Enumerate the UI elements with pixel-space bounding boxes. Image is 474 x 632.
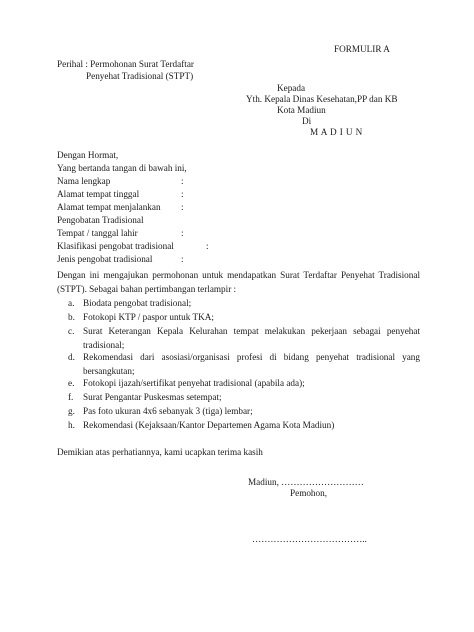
list-marker: b. [68, 312, 75, 322]
closing-line: Demikian atas perhatiannya, kami ucapkan terima kasih [57, 447, 263, 457]
list-item [68, 404, 420, 418]
recipient-city: Kota Madiun [277, 105, 326, 115]
list-text: Biodata pengobat tradisional; [83, 298, 192, 308]
field-colon: : [181, 189, 184, 199]
field-label: Alamat tempat menjalankan [57, 202, 161, 212]
recipient-place: M A D I U N [310, 127, 363, 137]
greeting: Dengan Hormat, [57, 150, 119, 160]
list-text: Surat Pengantar Puskesmas setempat; [83, 392, 222, 402]
field-label: Pengobatan Tradisional [57, 215, 144, 225]
list-item [68, 310, 420, 324]
subject-line-1: Perihal : Permohonan Surat Terdaftar [57, 59, 194, 69]
list-text: Rekomendasi (Kejaksaan/Kantor Departemen Agama Kota Madiun) [83, 420, 335, 430]
list-text: Fotokopi ijazah/sertifikat penyehat tradisional (apabila ada); [83, 378, 305, 388]
signature-place-date: Madiun, ……………………… [248, 477, 364, 487]
list-text: Rekomendasi dari asosiasi/organisasi profesi di bidang penyehat tradisional yang bersangkutan; [83, 352, 420, 376]
list-marker: d. [68, 352, 75, 362]
field-colon: : [206, 241, 209, 251]
list-item [68, 296, 420, 310]
list-item [68, 376, 420, 390]
list-marker: f. [68, 392, 74, 402]
signature-name-line: ……………………………….. [252, 534, 367, 544]
field-colon: : [181, 254, 184, 264]
intro-line: Yang bertanda tangan di bawah ini, [57, 163, 187, 173]
request-paragraph: Dengan ini mengajukan permohonan untuk mendapatkan Surat Terdaftar Penyehat Tradisional (STPT). Sebagai bahan pertimbangan terlampir : [57, 270, 420, 294]
list-item [68, 350, 420, 378]
recipient-di: Di [302, 116, 312, 126]
list-marker: c. [68, 326, 75, 336]
list-item [68, 418, 420, 432]
field-label: Alamat tempat tinggal [57, 189, 140, 199]
list-item [68, 390, 420, 404]
list-item [68, 324, 420, 352]
field-colon: : [181, 176, 184, 186]
list-marker: h. [68, 420, 75, 430]
field-colon: : [181, 228, 184, 238]
list-text: Fotokopi KTP / paspor untuk TKA; [83, 312, 214, 322]
signature-role: Pemohon, [290, 488, 328, 498]
recipient-name: Yth. Kepala Dinas Kesehatan,PP dan KB [246, 94, 398, 104]
subject-line-2: Penyehat Tradisional (STPT) [86, 71, 194, 81]
field-label: Jenis pengobat tradisional [57, 254, 153, 264]
list-marker: e. [68, 378, 75, 388]
list-text: Surat Keterangan Kepala Kelurahan tempat melakukan pekerjaan sebagai penyehat tradisional; [83, 326, 420, 350]
list-marker: g. [68, 406, 75, 416]
list-text: Pas foto ukuran 4x6 sebanyak 3 (tiga) lembar; [83, 406, 253, 416]
field-label: Tempat / tanggal lahir [57, 228, 138, 238]
field-label: Klasifikasi pengobat tradisional [57, 241, 174, 251]
list-marker: a. [68, 298, 75, 308]
recipient-heading: Kepada [277, 83, 306, 93]
field-colon: : [181, 202, 184, 212]
form-label: FORMULIR A [334, 44, 390, 54]
field-label: Nama lengkap [57, 176, 111, 186]
